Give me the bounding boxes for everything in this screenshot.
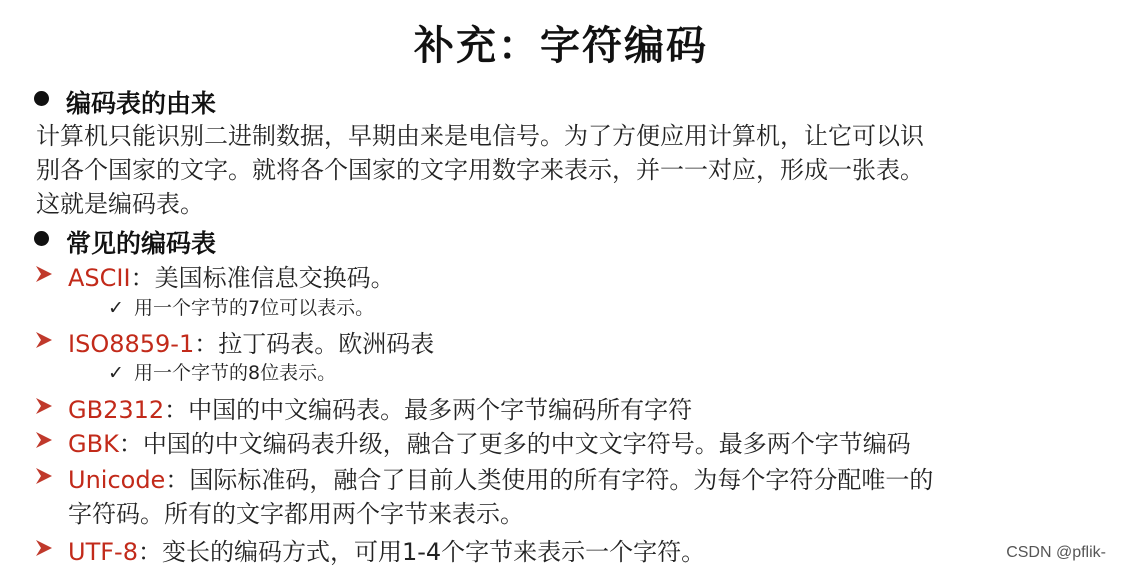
watermark: CSDN @pflik- xyxy=(1006,544,1106,561)
encoding-name: UTF-8 xyxy=(68,538,138,566)
arrow-bullet-icon xyxy=(34,330,54,350)
arrow-bullet-icon xyxy=(34,538,54,558)
encoding-desc: 中国的中文编码表升级，融合了更多的中文文字符号。最多两个字节编码 xyxy=(142,430,911,458)
encoding-item-utf8 xyxy=(68,532,705,567)
arrow-bullet-icon xyxy=(34,264,54,284)
encoding-name: GBK xyxy=(68,430,119,458)
encoding-desc: 变长的编码方式，可用1-4个字节来表示一个字符。 xyxy=(161,538,706,566)
encoding-item-unicode xyxy=(68,460,933,495)
encoding-desc: 中国的中文编码表。最多两个字节编码所有字符 xyxy=(188,396,693,424)
section-heading-common: 常见的编码表 xyxy=(66,229,217,258)
bullet-dot-icon xyxy=(34,231,49,246)
encoding-name: Unicode xyxy=(68,466,166,494)
paragraph-line: 这就是编码表。 xyxy=(36,190,204,218)
encoding-name: ASCII xyxy=(68,264,131,292)
encoding-desc: 拉丁码表。欧洲码表 xyxy=(218,330,435,358)
paragraph-line: 别各个国家的文字。就将各个国家的文字用数字来表示，并一一对应，形成一张表。 xyxy=(36,156,924,184)
sub-item xyxy=(108,293,374,320)
paragraph-line: 计算机只能识别二进制数据，早期由来是电信号。为了方便应用计算机，让它可以识 xyxy=(36,122,924,150)
encoding-desc: 美国标准信息交换码。 xyxy=(154,264,395,292)
encoding-item-ascii xyxy=(68,258,395,293)
check-mark-icon: ✓ xyxy=(108,362,124,384)
separator: ： xyxy=(194,330,219,358)
page-title: 补充：字符编码 xyxy=(414,22,708,69)
separator: ： xyxy=(164,396,189,424)
separator: ： xyxy=(165,466,190,494)
encoding-desc-continuation: 字符码。所有的文字都用两个字节来表示。 xyxy=(68,500,524,528)
bullet-dot-icon xyxy=(34,91,49,106)
encoding-item-gbk xyxy=(68,424,911,459)
sub-item xyxy=(108,358,336,385)
encoding-name: GB2312 xyxy=(68,396,165,424)
sub-item-text: 用一个字节的8位表示。 xyxy=(134,362,337,384)
encoding-desc: 国际标准码，融合了目前人类使用的所有字符。为每个字符分配唯一的 xyxy=(189,466,934,494)
arrow-bullet-icon xyxy=(34,466,54,486)
separator: ： xyxy=(130,264,155,292)
encoding-item-iso8859 xyxy=(68,324,434,359)
section-heading-origin: 编码表的由来 xyxy=(66,89,217,118)
encoding-item-gb2312 xyxy=(68,390,692,425)
check-mark-icon: ✓ xyxy=(108,297,124,319)
separator: ： xyxy=(137,538,162,566)
arrow-bullet-icon xyxy=(34,430,54,450)
encoding-name: ISO8859-1 xyxy=(68,330,195,358)
separator: ： xyxy=(118,430,143,458)
arrow-bullet-icon xyxy=(34,396,54,416)
sub-item-text: 用一个字节的7位可以表示。 xyxy=(134,297,375,319)
